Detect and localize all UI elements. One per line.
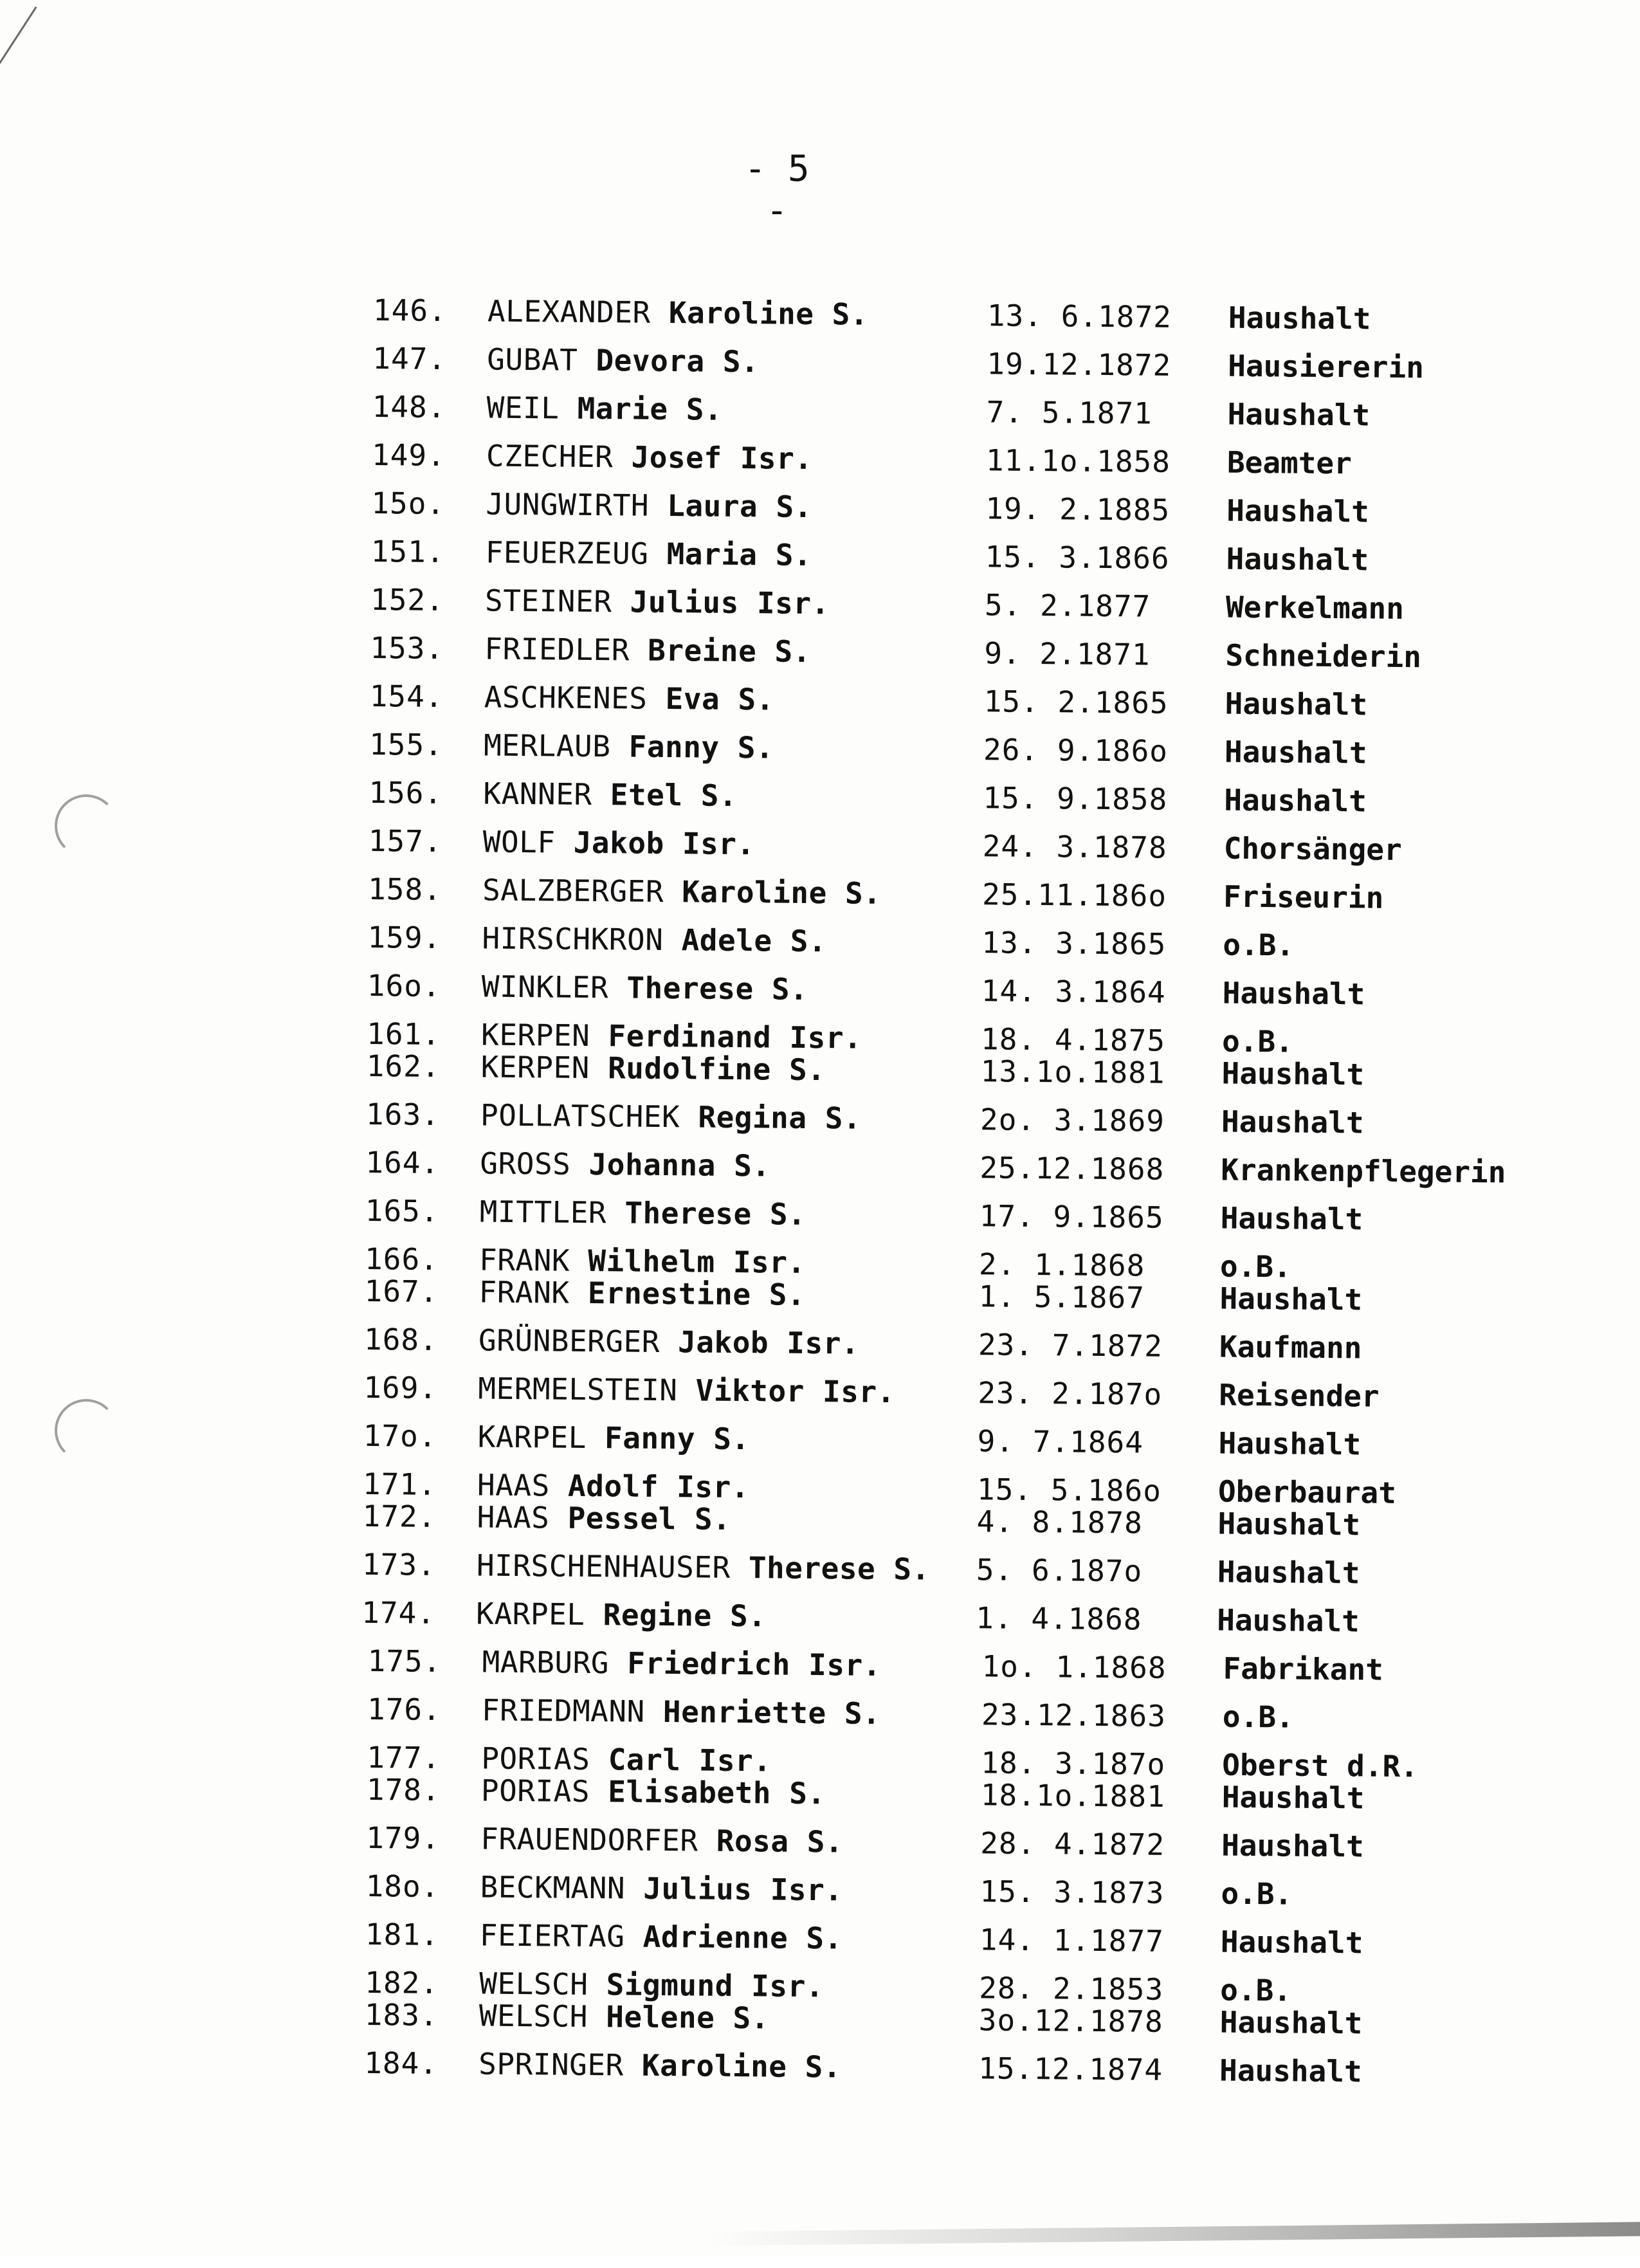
entry-birth-date: 14. 1.1877 bbox=[979, 1922, 1165, 1959]
entry-occupation: Haushalt bbox=[1217, 1554, 1360, 1591]
entry-occupation: Reisender bbox=[1219, 1377, 1380, 1414]
entry-number: 153. bbox=[370, 630, 444, 666]
entry-birth-date: 1o. 1.1868 bbox=[981, 1649, 1167, 1685]
entry-occupation: Fabrikant bbox=[1223, 1651, 1384, 1687]
entry-occupation: Haushalt bbox=[1227, 396, 1371, 433]
entry-name bbox=[480, 1918, 843, 1956]
entry-surname: ASCHKENES bbox=[484, 679, 648, 716]
entry-given-name: Sigmund Isr. bbox=[606, 1967, 825, 2004]
entry-given-name: Julius Isr. bbox=[630, 584, 830, 621]
entry-given-name: Jakob Isr. bbox=[677, 1324, 860, 1361]
entry-birth-date: 13.1o.1881 bbox=[980, 1054, 1165, 1090]
entry-birth-date: 14. 3.1864 bbox=[981, 973, 1166, 1010]
entry-name bbox=[486, 439, 813, 476]
entry-number: 151. bbox=[370, 533, 445, 569]
entry-number: 176. bbox=[367, 1692, 442, 1728]
entry-surname: WEIL bbox=[486, 390, 560, 426]
entry-birth-date: 5. 2.1877 bbox=[984, 587, 1151, 624]
entry-name bbox=[478, 1371, 895, 1409]
entry-occupation: Haushalt bbox=[1217, 1602, 1360, 1639]
entry-surname: KARPEL bbox=[476, 1596, 585, 1632]
entry-birth-date: 7. 5.1871 bbox=[986, 394, 1153, 431]
entry-given-name: Ferdinand Isr. bbox=[608, 1018, 862, 1056]
entry-birth-date: 18. 3.187o bbox=[981, 1745, 1166, 1782]
entry-occupation: o.B. bbox=[1222, 1699, 1294, 1735]
entry-occupation: Haushalt bbox=[1218, 1425, 1362, 1462]
entry-birth-date: 19.12.1872 bbox=[987, 346, 1172, 383]
entry-birth-date: 2. 1.1868 bbox=[978, 1247, 1145, 1283]
entry-surname: HAAS bbox=[477, 1499, 550, 1535]
entry-number: 179. bbox=[366, 1820, 441, 1856]
page-number: - 5 - bbox=[744, 148, 810, 232]
entry-name bbox=[476, 1596, 767, 1633]
entry-number: 17o. bbox=[363, 1418, 437, 1454]
entry-occupation: Oberst d.R. bbox=[1222, 1747, 1419, 1784]
entry-name bbox=[483, 776, 737, 813]
entry-occupation: Haushalt bbox=[1217, 1506, 1361, 1542]
entry-given-name: Regine S. bbox=[603, 1597, 767, 1634]
entry-number: 166. bbox=[364, 1241, 439, 1277]
entry-birth-date: 15. 2.1865 bbox=[983, 684, 1169, 720]
entry-number: 175. bbox=[367, 1643, 442, 1679]
entry-occupation: Haushalt bbox=[1224, 734, 1367, 771]
entry-occupation: o.B. bbox=[1223, 927, 1295, 963]
entry-birth-date: 3o.12.1878 bbox=[978, 2002, 1163, 2039]
entry-occupation: o.B. bbox=[1221, 1023, 1294, 1059]
entry-birth-date: 5. 6.187o bbox=[976, 1552, 1143, 1589]
entry-birth-date: 15. 3.1866 bbox=[985, 539, 1170, 576]
entry-name bbox=[484, 632, 811, 669]
entry-given-name: Therese S. bbox=[748, 1550, 931, 1587]
entry-number: 183. bbox=[364, 1997, 439, 2033]
entry-given-name: Therese S. bbox=[624, 1195, 806, 1232]
entry-given-name: Fanny S. bbox=[628, 729, 774, 765]
entry-birth-date: 17. 9.1865 bbox=[979, 1198, 1164, 1235]
entry-name bbox=[480, 1146, 770, 1184]
entry-number: 162. bbox=[366, 1048, 441, 1084]
entry-surname: GUBAT bbox=[487, 342, 578, 378]
entry-number: 163. bbox=[365, 1096, 441, 1132]
entry-birth-date: 28. 2.1853 bbox=[979, 1970, 1164, 2007]
entry-given-name: Regina S. bbox=[698, 1099, 862, 1136]
entry-birth-date: 13. 3.1865 bbox=[981, 925, 1167, 962]
entry-number: 165. bbox=[365, 1193, 439, 1229]
entry-number: 172. bbox=[362, 1498, 437, 1534]
entry-birth-date: 25.12.1868 bbox=[979, 1150, 1165, 1187]
entry-birth-date: 15. 3.1873 bbox=[979, 1874, 1165, 1910]
entry-birth-date: 19. 2.1885 bbox=[985, 491, 1171, 527]
entry-given-name: Adele S. bbox=[681, 922, 827, 959]
entry-birth-date: 15.12.1874 bbox=[978, 2051, 1163, 2087]
entry-number: 146. bbox=[372, 293, 447, 329]
entry-given-name: Julius Isr. bbox=[643, 1870, 843, 1908]
entry-occupation: Haushalt bbox=[1228, 300, 1371, 336]
entry-name bbox=[484, 680, 775, 717]
entry-given-name: Rudolfine S. bbox=[607, 1050, 826, 1088]
entry-occupation: o.B. bbox=[1221, 1876, 1293, 1912]
entry-birth-date: 4. 8.1878 bbox=[976, 1504, 1143, 1541]
entry-surname: KERPEN bbox=[480, 1017, 590, 1053]
entry-birth-date: 1. 5.1867 bbox=[978, 1279, 1145, 1315]
entry-surname: FEUERZEUG bbox=[485, 535, 649, 571]
entry-birth-date: 11.1o.1858 bbox=[985, 443, 1171, 479]
entry-birth-date: 2o. 3.1869 bbox=[979, 1102, 1165, 1139]
entry-birth-date: 13. 6.1872 bbox=[987, 298, 1172, 334]
entry-birth-date: 23. 2.187o bbox=[978, 1375, 1163, 1412]
entry-number: 159. bbox=[367, 919, 442, 955]
entry-given-name: Elisabeth S. bbox=[608, 1774, 826, 1811]
entry-occupation: Werkelmann bbox=[1225, 589, 1405, 626]
entry-name bbox=[480, 1098, 862, 1136]
entry-birth-date: 18. 4.1875 bbox=[980, 1021, 1166, 1058]
entry-number: 161. bbox=[366, 1016, 441, 1052]
entry-birth-date: 9. 2.1871 bbox=[984, 636, 1151, 672]
entry-surname: KANNER bbox=[483, 776, 592, 812]
entry-birth-date: 18.1o.1881 bbox=[980, 1777, 1166, 1814]
entry-name bbox=[487, 294, 869, 332]
entry-name bbox=[479, 1242, 806, 1279]
entry-surname: WELSCH bbox=[479, 1966, 588, 2002]
entry-surname: FRIEDLER bbox=[484, 631, 630, 668]
entry-given-name: Devora S. bbox=[596, 343, 760, 380]
entry-occupation: Haushalt bbox=[1224, 782, 1367, 819]
entry-number: 182. bbox=[365, 1964, 439, 2000]
entry-name bbox=[477, 1467, 749, 1504]
entry-name bbox=[487, 342, 759, 380]
entry-given-name: Rosa S. bbox=[716, 1823, 844, 1860]
entry-occupation: Haushalt bbox=[1221, 1827, 1364, 1864]
entry-number: 15o. bbox=[371, 485, 446, 521]
entry-given-name: Fanny S. bbox=[604, 1420, 750, 1457]
entry-occupation: Krankenpflegerin bbox=[1221, 1152, 1506, 1190]
entry-birth-date: 9. 7.1864 bbox=[977, 1423, 1144, 1460]
entry-name bbox=[479, 1998, 770, 2036]
entry-occupation: Haushalt bbox=[1219, 2053, 1362, 2089]
entry-occupation: Haushalt bbox=[1220, 1924, 1363, 1961]
entry-occupation: Schneiderin bbox=[1225, 637, 1422, 675]
entry-surname: MARBURG bbox=[482, 1644, 610, 1681]
entry-number: 164. bbox=[365, 1144, 440, 1180]
entry-occupation: Oberbaurat bbox=[1217, 1474, 1397, 1510]
entry-name bbox=[485, 583, 830, 621]
entry-given-name: Marie S. bbox=[577, 390, 723, 427]
entry-surname: SPRINGER bbox=[478, 2046, 624, 2083]
entry-name bbox=[486, 487, 812, 524]
entry-number: 173. bbox=[361, 1546, 436, 1582]
entry-birth-date: 15. 5.186o bbox=[976, 1472, 1162, 1508]
entry-surname: PORIAS bbox=[481, 1741, 590, 1777]
entry-number: 156. bbox=[369, 774, 443, 810]
entry-given-name: Ernestine S. bbox=[587, 1275, 806, 1312]
entry-surname: PORIAS bbox=[480, 1773, 590, 1809]
entry-name bbox=[480, 1050, 825, 1088]
entry-number: 167. bbox=[364, 1273, 439, 1309]
entry-number: 149. bbox=[371, 437, 446, 473]
entry-birth-date: 24. 3.1878 bbox=[982, 828, 1167, 865]
entry-name bbox=[481, 1741, 772, 1779]
entry-surname: FEIERTAG bbox=[479, 1917, 625, 1954]
entry-surname: GROSS bbox=[480, 1146, 571, 1182]
entry-occupation: Chorsänger bbox=[1223, 830, 1402, 867]
entry-given-name: Johanna S. bbox=[588, 1146, 770, 1184]
entry-name bbox=[483, 825, 755, 862]
entry-number: 181. bbox=[365, 1916, 439, 1952]
entry-name bbox=[478, 2047, 841, 2085]
entry-number: 158. bbox=[367, 871, 442, 907]
entry-given-name: Maria S. bbox=[666, 536, 812, 572]
entry-birth-date: 23.12.1863 bbox=[981, 1697, 1167, 1733]
entry-occupation: Kaufmann bbox=[1219, 1329, 1362, 1366]
entry-surname: SALZBERGER bbox=[482, 872, 664, 909]
entry-surname: ALEXANDER bbox=[487, 293, 651, 330]
entry-occupation: Haushalt bbox=[1225, 686, 1368, 722]
entry-given-name: Adolf Isr. bbox=[567, 1468, 750, 1505]
entry-given-name: Henriette S. bbox=[662, 1694, 881, 1731]
entry-surname: MERMELSTEIN bbox=[478, 1371, 678, 1408]
entry-given-name: Friedrich Isr. bbox=[626, 1645, 882, 1683]
entry-surname: BECKMANN bbox=[480, 1869, 626, 1906]
entry-given-name: Wilhelm Isr. bbox=[588, 1243, 806, 1280]
entry-given-name: Pessel S. bbox=[567, 1500, 731, 1537]
entry-number: 157. bbox=[368, 823, 442, 859]
entry-surname: KARPEL bbox=[477, 1419, 587, 1455]
entry-surname: POLLATSCHEK bbox=[480, 1097, 680, 1135]
entry-birth-date: 25.11.186o bbox=[981, 877, 1167, 913]
entry-surname: GRÜNBERGER bbox=[478, 1322, 661, 1359]
entry-occupation: Haushalt bbox=[1222, 975, 1365, 1012]
entry-occupation: Haushalt bbox=[1219, 2004, 1363, 2041]
entry-surname: HIRSCHENHAUSER bbox=[476, 1548, 731, 1585]
entry-surname: FRIEDMANN bbox=[481, 1692, 645, 1729]
entry-occupation: Haushalt bbox=[1220, 1200, 1363, 1237]
entry-number: 168. bbox=[363, 1321, 439, 1357]
entry-given-name: Adrienne S. bbox=[642, 1919, 843, 1956]
entry-number: 171. bbox=[362, 1466, 437, 1502]
entry-number: 152. bbox=[370, 581, 445, 617]
entry-given-name: Karoline S. bbox=[641, 2047, 842, 2085]
entry-name bbox=[484, 728, 774, 765]
entry-given-name: Jakob Isr. bbox=[573, 825, 755, 862]
entry-surname: MERLAUB bbox=[483, 727, 611, 764]
entry-name bbox=[478, 1274, 805, 1312]
entry-name bbox=[480, 1870, 843, 1908]
entry-number: 184. bbox=[363, 2045, 439, 2081]
entry-number: 147. bbox=[372, 340, 447, 376]
entry-birth-date: 15. 9.1858 bbox=[983, 780, 1168, 817]
entry-number: 18o. bbox=[365, 1868, 440, 1904]
entry-number: 154. bbox=[369, 678, 444, 714]
entry-name bbox=[482, 921, 826, 959]
entry-given-name: Karoline S. bbox=[682, 874, 882, 911]
entry-name bbox=[482, 969, 808, 1007]
entry-name bbox=[482, 1645, 881, 1683]
entry-number: 16o. bbox=[367, 967, 441, 1003]
entry-occupation: Beamter bbox=[1226, 444, 1353, 481]
entry-name bbox=[477, 1419, 749, 1456]
entry-number: 178. bbox=[366, 1772, 441, 1808]
entry-birth-date: 1. 4.1868 bbox=[976, 1600, 1142, 1637]
entry-surname: FRAUENDORFER bbox=[480, 1821, 698, 1858]
entry-birth-date: 23. 7.1872 bbox=[978, 1327, 1163, 1364]
entry-name bbox=[480, 1194, 806, 1232]
entry-surname: WELSCH bbox=[478, 1998, 588, 2035]
entry-name bbox=[482, 1693, 881, 1731]
entry-surname: HIRSCHKRON bbox=[482, 920, 664, 957]
entry-surname: KERPEN bbox=[480, 1049, 590, 1085]
entry-surname: WINKLER bbox=[481, 969, 609, 1005]
entry-surname: HAAS bbox=[477, 1467, 551, 1503]
entry-occupation: Haushalt bbox=[1226, 541, 1369, 578]
entry-given-name: Breine S. bbox=[647, 632, 812, 669]
entry-name bbox=[485, 535, 812, 572]
entry-occupation: Haushalt bbox=[1219, 1281, 1363, 1317]
entry-name bbox=[486, 390, 722, 427]
entry-number: 148. bbox=[372, 389, 446, 425]
entry-surname: CZECHER bbox=[486, 438, 614, 475]
entry-occupation: o.B. bbox=[1220, 1972, 1292, 2008]
entry-occupation: Friseurin bbox=[1223, 879, 1384, 915]
entry-given-name: Eva S. bbox=[665, 681, 775, 717]
entry-name bbox=[477, 1499, 731, 1536]
entry-occupation: Haushalt bbox=[1226, 493, 1370, 529]
entry-surname: FRANK bbox=[478, 1242, 570, 1278]
entry-name bbox=[480, 1822, 843, 1860]
entry-occupation: Haushalt bbox=[1221, 1056, 1365, 1092]
entry-given-name: Therese S. bbox=[626, 970, 808, 1007]
entry-number: 177. bbox=[367, 1740, 441, 1776]
entry-occupation: Haushalt bbox=[1221, 1104, 1364, 1140]
entry-surname: STEINER bbox=[484, 583, 612, 619]
entry-given-name: Laura S. bbox=[667, 488, 813, 524]
entry-occupation: Haushalt bbox=[1221, 1779, 1365, 1816]
entry-given-name: Etel S. bbox=[610, 777, 738, 813]
entry-name bbox=[477, 1548, 930, 1586]
entry-occupation: Hausiererin bbox=[1228, 348, 1425, 385]
entry-name bbox=[482, 873, 882, 911]
entry-given-name: Karoline S. bbox=[668, 295, 869, 332]
entry-number: 174. bbox=[361, 1595, 436, 1631]
entry-surname: JUNGWIRTH bbox=[486, 486, 650, 523]
entry-given-name: Viktor Isr. bbox=[695, 1373, 896, 1410]
entry-name bbox=[481, 1773, 826, 1811]
entry-number: 169. bbox=[363, 1369, 438, 1405]
entry-number: 155. bbox=[369, 726, 444, 762]
entry-birth-date: 26. 9.186o bbox=[983, 732, 1169, 769]
entry-given-name: Josef Isr. bbox=[631, 439, 813, 476]
entry-name bbox=[478, 1322, 860, 1360]
entry-surname: WOLF bbox=[482, 824, 556, 860]
entry-given-name: Carl Isr. bbox=[608, 1742, 772, 1779]
entry-given-name: Helene S. bbox=[605, 1999, 770, 2036]
entry-surname: MITTLER bbox=[479, 1194, 607, 1230]
entry-occupation: o.B. bbox=[1219, 1248, 1292, 1285]
entry-surname: FRANK bbox=[478, 1274, 570, 1310]
entry-birth-date: 28. 4.1872 bbox=[979, 1825, 1165, 1862]
